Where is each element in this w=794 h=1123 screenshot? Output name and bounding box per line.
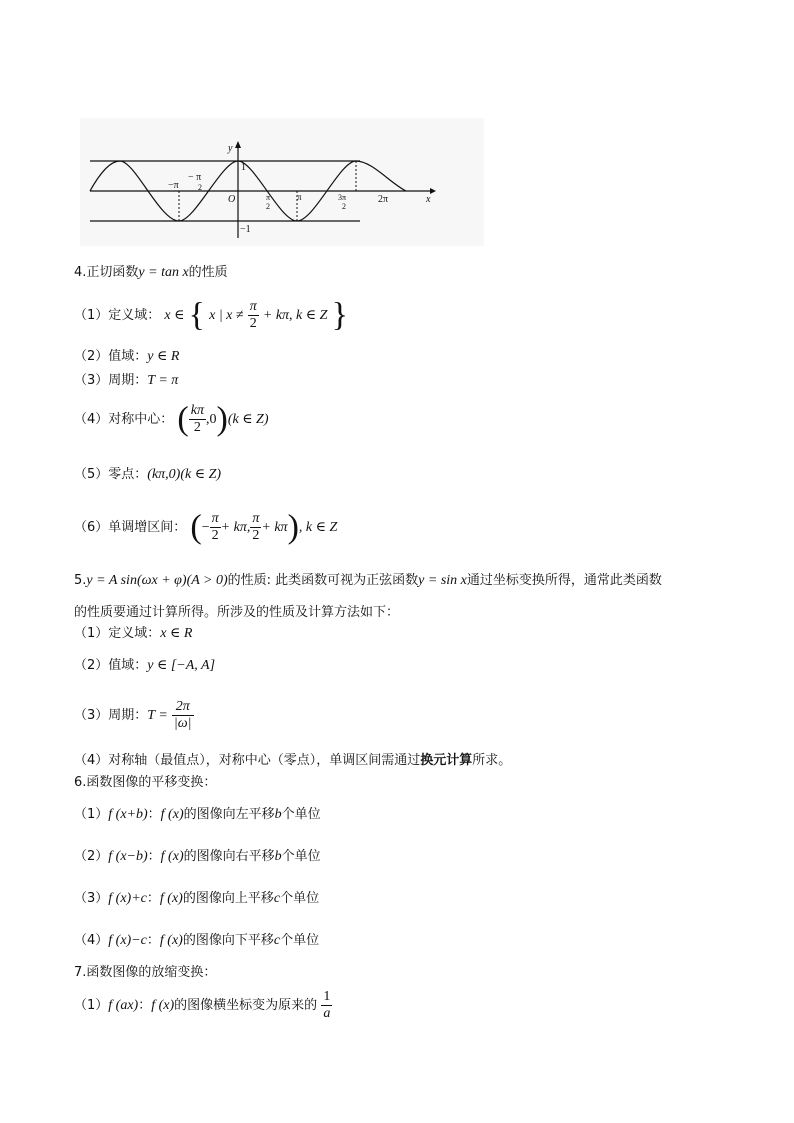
s5-p2-math: y ∈ [−A, A] [147,658,216,673]
s5-p4-bold: 换元计算 [420,753,473,768]
s4-p4-label: （4）对称中心： [74,412,174,427]
s7-p1-label: （1） [74,998,109,1013]
origin-label: O [228,194,236,205]
s6-item-text: 的图像向右平移 [183,849,275,864]
s4-p6: （6）单调增区间： (− $\frac{\pi}{2}$ + kπ, $\frac{\pi}{2}$ + kπ), k ∈ Z [74,508,338,546]
y-axis-label: y [228,143,233,154]
x-axis-label: x [426,194,431,205]
s4-p6-math-a: − [201,520,210,535]
s6-item-fx: f (x) [159,891,183,906]
s6-item-math: f (x+b) [108,807,148,822]
s6-item-fx: f (x) [159,933,183,948]
s5-p3-frac: $\frac{2\pi}{|\omega|}$ [173,699,192,731]
s4-p1: （1）定义域： x ∈ { x | x ≠ $\frac{\pi}{2}$ + kπ, k ∈ Z } [74,296,348,334]
s4-p5 [74,466,221,484]
s7-title: 7.函数图像的放缩变换： [74,965,217,980]
s4-p1-label: （1）定义域： [74,308,161,323]
s4-p5-label: （5）零点： [74,467,148,482]
s7-p1-colon: ： [138,998,152,1013]
s4-p4: （4）对称中心： ( $\frac{k\pi}{2}$ ,0)(k ∈ Z) [74,400,269,438]
s7-p1-fx: f (x) [151,998,175,1013]
s4-p3 [74,372,178,390]
s6-item-fx: f (x) [160,807,184,822]
s6-item-text: 的图像向下平移 [182,933,274,948]
tick-three-half-pi: 3π [338,193,347,202]
s7-p1-text: 的图像横坐标变为原来的 [174,998,318,1013]
tick-neg-one: −1 [240,224,251,235]
s4-p5-math: (kπ,0)(k ∈ Z) [147,467,222,482]
s6-item-colon: ： [146,933,160,948]
s6-item-label: （4） [74,933,109,948]
s4-p6-frac2: $\frac{\pi}{2}$ [252,511,260,543]
s4-p1-math-a: x ∈ [164,308,185,323]
s4-p6-math-d: , k ∈ Z [298,520,338,535]
s7-p1 [74,988,332,1024]
s6-item-text: 的图像向上平移 [182,891,274,906]
s6-item-var: c [273,933,281,948]
s4-p1-math-b: x | x ≠ [209,308,244,323]
tick-neg-half-pi: − π [188,172,202,183]
s5-intro [74,572,662,590]
s4-p2 [74,348,179,366]
s4-p2-math: y ∈ R [147,349,180,364]
s6-item-colon: ： [147,849,161,864]
s6-item-3 [74,890,319,908]
s6-item-math: f (x)−c [108,933,147,948]
cosine-graph [80,118,484,246]
s6-item-2 [74,848,321,866]
s4-p2-label: （2）值域： [74,349,148,364]
s5-p1-math: x ∈ R [160,626,193,641]
tick-neg-pi: −π [168,180,179,191]
s6-item-var: c [273,891,281,906]
s4-p6-label: （6）单调增区间： [74,520,187,535]
s6-item-colon: ： [146,891,160,906]
s4-p4-math-a: ,0 [205,412,217,427]
s6-item-text: 的图像向左平移 [183,807,275,822]
s5-lead: 5. [74,573,87,588]
s4-p6-math-c: + kπ [261,520,288,535]
s5-text-a: 的性质: 此类函数可视为正弦函数 [227,573,419,588]
s7-p1-math: f (ax) [108,998,139,1013]
s7-p1-frac: $\frac{1}{a}$ [323,989,331,1021]
s4-p6-frac1: $\frac{\pi}{2}$ [211,511,219,543]
s4-p3-label: （3）周期： [74,373,148,388]
s5-p3-math: T = [147,708,168,723]
s5-line2: 的性质要通过计算所得。所涉及的性质及计算方法如下： [74,605,400,620]
s4-p1-math-c: + kπ, k ∈ Z [262,308,328,323]
s4-title-text: 4.正切函数 [74,265,139,280]
s6-item-var: b [274,807,282,822]
s6-item-label: （2） [74,849,109,864]
tick-three-half-pi-den: 2 [342,202,346,211]
s6-item-4 [74,932,319,950]
s6-item-label: （1） [74,807,109,822]
tick-half-pi-den: 2 [266,202,270,211]
s4-p1-frac: $\frac{\pi}{2}$ [249,299,257,331]
s4-p4-math-b: (k ∈ Z) [227,412,269,427]
tick-half-pi: π [266,193,271,202]
s5-p3-label: （3）周期： [74,708,148,723]
s4-title-fn: y = tan x [138,265,189,280]
tick-neg-half-pi-den: 2 [198,183,202,192]
s5-p1 [74,625,192,643]
tick-two-pi: 2π [378,194,389,205]
s4-title-text-b: 的性质 [188,265,228,280]
s6-item-var: b [274,849,282,864]
s4-p3-math: T = π [147,373,179,388]
s5-p3 [74,698,194,734]
s4-p4-frac: $\frac{k\pi}{2}$ [190,403,204,435]
s5-text-b: 通过坐标变换所得，通常此类函数 [466,573,662,588]
s5-p2-label: （2）值域： [74,658,148,673]
s6-item-fx: f (x) [160,849,184,864]
s6-item-unit: 个单位 [280,891,320,906]
s6-item-unit: 个单位 [280,933,320,948]
s5-p4-text-b: 所求。 [472,753,512,768]
s5-fn: y = A sin(ωx + φ)(A > 0) [86,573,228,588]
s4-p6-math-b: + kπ, [220,520,251,535]
tick-pi: π [297,192,302,202]
s5-p1-label: （1）定义域： [74,626,161,641]
s6-item-unit: 个单位 [281,849,321,864]
s5-p4-text-a: （4）对称轴（最值点），对称中心（零点），单调区间需通过 [74,753,421,768]
tick-one: 1 [241,162,246,173]
s6-item-unit: 个单位 [281,807,321,822]
s5-fn2: y = sin x [418,573,467,588]
s6-item-math: f (x)+c [108,891,147,906]
s6-item-1 [74,806,321,824]
s6-title: 6.函数图像的平移变换： [74,775,217,790]
s6-item-colon: ： [147,807,161,822]
s5-p4 [74,752,511,770]
s6-item-math: f (x−b) [108,849,148,864]
s4-title [74,264,228,282]
s6-item-label: （3） [74,891,109,906]
s5-p2 [74,657,215,675]
